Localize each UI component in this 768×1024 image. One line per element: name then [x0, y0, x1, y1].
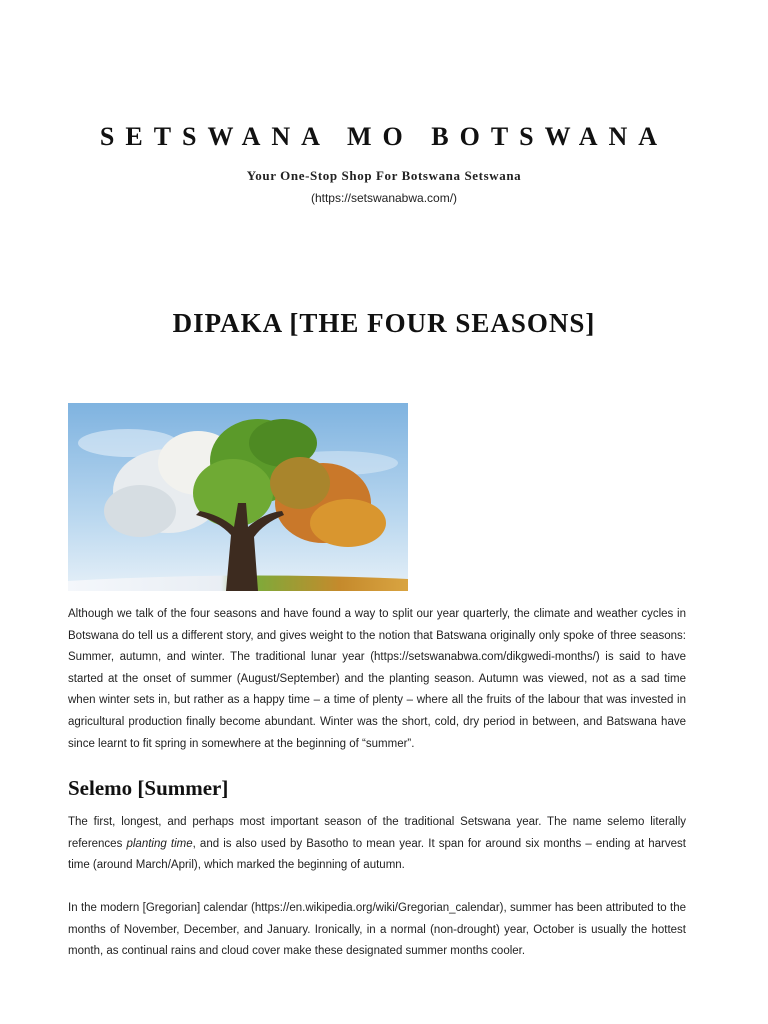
page-title: DIPAKA [THE FOUR SEASONS]: [172, 308, 596, 338]
summer-paragraph-2: In the modern [Gregorian] calendar (https://en.wikipedia.org/wiki/Gregorian_calendar), summer has been attributed to the months of November, December, and January. Ironically, in a normal (non-drought) year, October is usually the hottest month, as continual rains and cloud cover make these designated summer months cooler.: [68, 902, 686, 958]
summer-p1-emphasis: planting time: [126, 837, 193, 850]
site-url[interactable]: (https://setswanabwa.com/): [310, 191, 458, 205]
summer-p1-text-a: The first, longest, and perhaps most important season of the traditional Setswana year. The name selemo literally references: [68, 816, 686, 850]
section-heading-summer: Selemo [Summer]: [68, 776, 229, 800]
summer-paragraph-1: [68, 812, 686, 877]
intro-paragraph: Although we talk of the four seasons and have found a way to split our year quarterly, the climate and weather cycles in Botswana do tell us a different story, and gives weight to the notion that Batswana originally only spoke of three seasons: Summer, autumn, and winter. The traditional lunar year (https://setswanabwa.com/dikgwedi-months/) is said to have started at the onset of summer (August/September) and the planting season. Autumn was viewed, not as a sad time when winter sets in, but rather as a happy time – a time of plenty – where all the fruits of the labour that was invested in agricultural production finally become abundant. Winter was the short, cold, dry period in between, and Batswana have since learnt to fit spring in somewhere at the beginning of “summer”.: [68, 608, 686, 750]
site-title: SETSWANA MO BOTSWANA: [99, 122, 669, 151]
summer-p1-text-b: , and is also used by Basotho to mean year. It span for around six months – ending at harvest time (around March/April), which marked the beginning of autumn.: [68, 837, 686, 872]
site-tagline: Your One-Stop Shop For Botswana Setswana: [246, 168, 522, 183]
four-seasons-tree-image: [68, 403, 408, 591]
